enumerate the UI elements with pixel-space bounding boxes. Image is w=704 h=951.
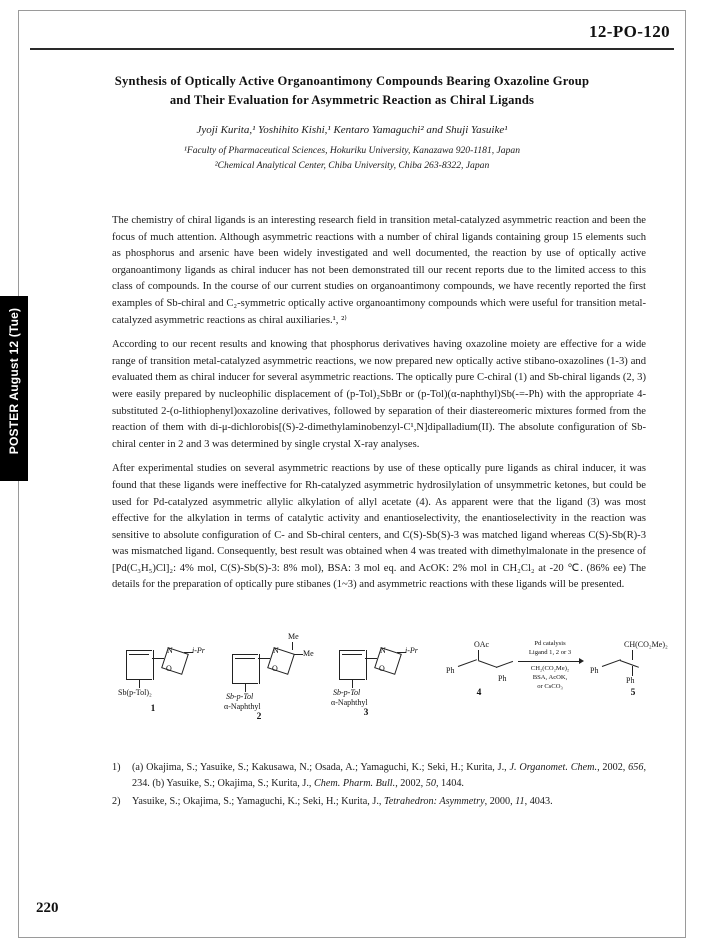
bond-to-me-top-2 — [292, 642, 293, 650]
structure-number-5: 5 — [630, 688, 636, 698]
ipr-label-1: i-Pr — [192, 646, 205, 655]
oxazoline-o-label-1: O — [166, 664, 172, 673]
bond-ring-to-oxazoline-3 — [365, 658, 377, 659]
reference-number: 2) — [112, 796, 121, 807]
affiliations — [60, 143, 644, 173]
oxazoline-o-label-3: O — [379, 664, 385, 673]
structure-number-1: 1 — [150, 704, 156, 714]
body-paragraph-3: After experimental studies on several asymmetric reactions by use of these optically pure ligands as chiral inducer, it was found that these ligands were ineffective for Rh-catalyzed asymmetric hydrosilylation of unsymmetric ketones, but could be used for Pd-catalyzed asymmetric allylic alkylation of allyl acetate (4). As apparent were that the ligand (3) was most effective for the alkylation in terms of catalytic activity and enantioselectivity, the enantioselectivity in the reaction was sensitive to absolute configuration of C- and Sb-chiral centers, and C(S)-Sb(S)-3 was matched ligand whereas C(S)-Sb(R)-3 was mismatched ligand. Consequently, best result was obtained when 4 was treated with dimethylmalonate in the presence of [Pd(C₃H₅)Cl]₂: 4% mol, C(S)-Sb(S)-3: 8% mol), BSA: 3 mol eq. and AcOK: 2% mol in CH₂Cl₂ at -20 ℃. (86% ee) The details for the preparation of optically pure stibanes (1~3) and asymmetric reactions with these ligands will be presented. — [112, 463, 646, 591]
sb-label-3: Sb-p-Tol — [333, 688, 361, 697]
structure-number-3: 3 — [363, 708, 369, 718]
reference-text-2: Yasuike, S.; Okajima, S.; Yamaguchi, K.; Seki, H.; Kurita, J., Tetrahedron: Asymmetry, 2000, 11, 4043. — [132, 796, 553, 807]
condition-line-1: Pd catalysis — [534, 640, 566, 647]
references-list — [112, 760, 646, 812]
bond-ring-to-sb-1 — [139, 680, 140, 688]
sb-label-2: Sb-p-Tol — [226, 692, 254, 701]
reference-number: 1) — [112, 762, 121, 773]
me-right-label-2: Me — [303, 649, 314, 658]
bond-ph-bottom-5 — [632, 666, 633, 676]
page-number: 220 — [36, 900, 59, 916]
bond-ring-to-oxazoline-1 — [152, 658, 164, 659]
reference-item — [112, 760, 646, 792]
structure-1 — [112, 640, 222, 730]
me-top-label-2: Me — [288, 632, 299, 641]
ph-bottom-label-5: Ph — [626, 676, 635, 685]
oxazoline-n-label-3: N — [380, 646, 386, 655]
structure-number-4: 4 — [476, 688, 482, 698]
reaction-arrow — [516, 640, 584, 730]
bond-ring-to-oxazoline-2 — [258, 658, 270, 659]
ph-left-label-4: Ph — [446, 666, 455, 675]
body-paragraph-1: The chemistry of chiral ligands is an interesting research field in transition metal-catalyzed asymmetric reaction and been the focus of much attention. Although asymmetric reactions with a number of chiral ligands containing group 15 elements such as phosphorus and arsenic have been widely investigated and well documented, the reaction by use of optically active organoantimony ligands as chiral inducer has not been demonstrated till our recent reports due to the limited access to this class of compounds. In the course of our current studies on organoantimony compounds, we have recently reported the first examples of Sb-chiral and C₂-symmetric optically active organoantimony compounds which were useful for transition metal-catalyzed asymmetric reactions as chiral auxiliaries.¹, ²⁾ — [112, 215, 646, 326]
ring-double-bond-2 — [235, 658, 255, 659]
ph-left-label-5: Ph — [590, 666, 599, 675]
abstract-code: 12-PO-120 — [588, 22, 670, 41]
bond-ring-to-sb-3 — [352, 680, 353, 688]
session-side-tab — [0, 296, 28, 481]
naphthyl-label-2: α-Naphthyl — [224, 702, 261, 711]
session-side-tab-label: POSTER August 12 (Tue) — [7, 307, 21, 455]
condition-line-3: CH₂(CO₂Me)₂ — [530, 665, 570, 672]
condition-line-2: Ligand 1, 2 or 3 — [528, 649, 572, 656]
ring-double-bond-3 — [342, 654, 362, 655]
body-paragraph-2: According to our recent results and knowing that phosphorus derivatives having oxazoline moiety are effective for a wide range of transition metal-catalyzed asymmetric reactions, we now prepared new optically active stibano-oxazolines (1-3) and evaluated them as chiral inducer for several asymmetric reactions. The optically pure C-chiral (1) and Sb-chiral ligands (2, 3) were easily prepared by nucleophilic displacement of (p-Tol)₂SbBr or (p-Tol)(α-naphthyl)Sb(-=-Ph) with the appropriate 4-substituted 2-(o-lithiophenyl)oxazoline derivatives, followed by separation of their diastereomeric mixtures formed from the reaction of them with di-μ-dichlorobis[(S)-2-dimethylaminobenzyl-C¹,N]dipalladium(II). The absolute configuration of Sb-chiral center in 2 and 3 was determined by single crystal X-ray analyses. — [112, 339, 646, 450]
ph-right-label-4: Ph — [498, 674, 507, 683]
reaction-scheme — [112, 632, 668, 740]
page-title — [60, 72, 644, 110]
abstract-body — [112, 213, 646, 594]
header-divider — [30, 48, 674, 50]
bond-to-me-right-2 — [294, 654, 303, 655]
structure-5 — [582, 640, 682, 730]
affiliation-1: ¹Faculty of Pharmaceutical Sciences, Hokuriku University, Kanazawa 920-1181, Japan — [183, 145, 520, 156]
structure-2 — [222, 632, 332, 730]
ipr-label-3: i-Pr — [405, 646, 418, 655]
condition-line-5: or CsCO₃ — [537, 683, 563, 690]
sb-label-1: Sb(p-Tol)₂ — [118, 688, 152, 697]
title-line-1: Synthesis of Optically Active Organoantimony Compounds Bearing Oxazoline Group — [114, 74, 590, 88]
bond-to-malonate-5 — [632, 650, 633, 660]
naphthyl-label-3: α-Naphthyl — [331, 698, 368, 707]
bond-ph-left-5 — [602, 659, 621, 667]
oxazoline-n-label-2: N — [273, 646, 279, 655]
structure-4 — [432, 640, 522, 730]
bond-ring-to-sb-2 — [245, 684, 246, 692]
bond-to-oac-4 — [478, 650, 479, 660]
bond-chain-4b — [496, 661, 513, 668]
malonate-label-5: CH(CO₂Me)₂ — [624, 640, 668, 649]
arrow-shaft — [518, 661, 580, 662]
bond-chain-4 — [478, 660, 497, 668]
ring-double-bond-1 — [129, 654, 149, 655]
reference-text-1: (a) Okajima, S.; Yasuike, S.; Kakusawa, N.; Osada, A.; Yamaguchi, K.; Seki, H.; Kurita, J., J. Organomet. Chem., 2002, 656, 234. (b) Yasuike, S.; Okajima, S.; Kurita, J., Chem. Pharm. Bull., 2002, 50, 1404. — [132, 762, 646, 789]
author-list: Jyoji Kurita,¹ Yoshihito Kishi,¹ Kentaro Yamaguchi² and Shuji Yasuike¹ — [196, 124, 508, 136]
oxazoline-o-label-2: O — [272, 664, 278, 673]
condition-line-4: BSA, AcOK, — [532, 674, 568, 681]
oac-label-4: OAc — [474, 640, 490, 649]
bond-ph-left-4 — [458, 659, 477, 667]
reference-item — [112, 794, 646, 810]
title-line-2: and Their Evaluation for Asymmetric Reaction as Chiral Ligands — [169, 93, 535, 107]
oxazoline-n-label-1: N — [167, 646, 173, 655]
bond-chain-5 — [620, 660, 639, 668]
affiliation-2: ²Chemical Analytical Center, Chiba University, Chiba 263-8322, Japan — [214, 160, 490, 171]
structure-number-2: 2 — [256, 712, 262, 722]
structure-3 — [327, 640, 437, 730]
